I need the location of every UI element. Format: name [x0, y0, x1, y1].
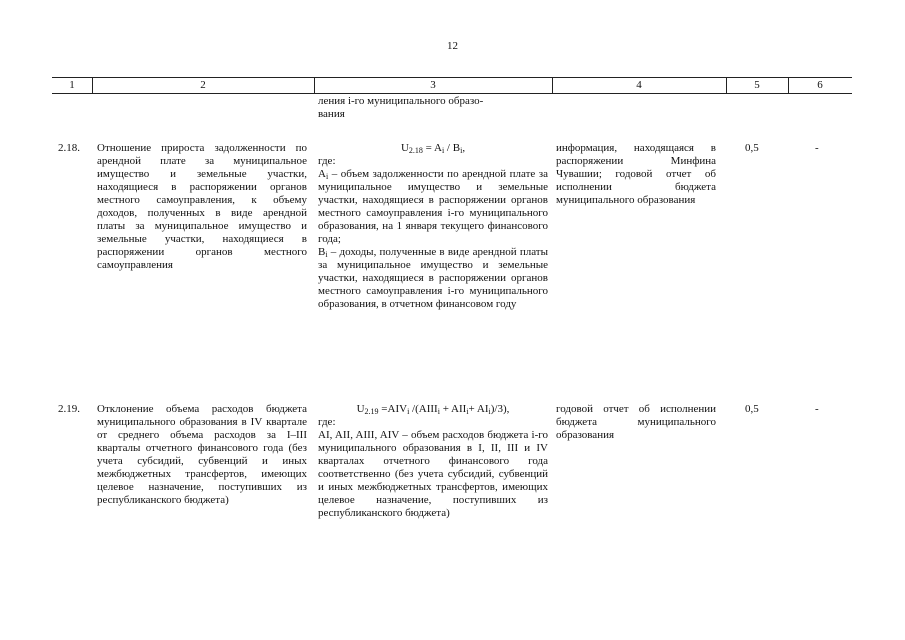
- col6-value: -: [815, 403, 819, 415]
- table-header-row: [52, 77, 852, 94]
- source-text: информация, находящаяся в распоряжении Минфина Чувашии; годовой отчет об исполнении бюджета муниципального образования: [556, 142, 716, 206]
- header-col-1: 1: [69, 79, 75, 91]
- source-text: годовой отчет об исполнении бюджета муниципального образования: [556, 403, 716, 441]
- indicator-text: Отклонение объема расходов бюджета муниципального образования в IV квартале от среднего объема расходов за I–III кварталы отчетного финансового года (без учета субсидий, субвенций и иных межбюджетных трансфертов, имеющих целевое назначение, поступивших из республиканского бюджета): [97, 403, 307, 506]
- formula: $U_{2.18} = A_i / B_i$,: [400, 142, 466, 155]
- where-label: где:: [318, 416, 336, 428]
- definition-text: AI, AII, AIII, AIV – объем расходов бюджета i-го муниципального образования в I, II, III и IV кварталах отчетного финансового года соответственно (без учета субсидий, субвенций и иных межбюджетных трансфертов, имеющих целевое назначение, поступивших из республиканского бюджета): [318, 429, 548, 519]
- formula-block: [318, 403, 548, 520]
- definition-a: $A_i$ – объем задолженности по арендной плате за муниципальное имущество и земельные участки, находящиеся в распоряжении органов местного самоуправления i-го муниципального образования, на 1 января текущего финансового года;: [318, 168, 548, 245]
- col6-value: -: [815, 142, 819, 154]
- continued-text: [318, 95, 548, 121]
- header-col-3: 3: [430, 79, 436, 91]
- header-col-6: 6: [817, 79, 823, 91]
- row-number: 2.19.: [58, 403, 80, 415]
- header-col-2: 2: [200, 79, 206, 91]
- continued-line: вания: [318, 108, 345, 120]
- formula: $U_{2.19} =AIV_i$ $/(AIII_i + AII_i+ AI_i)/3$),: [356, 403, 510, 416]
- definition-b: $B_i$ – доходы, полученные в виде арендной платы за муниципальное имущество и земельные участки, находящиеся в распоряжении органов местного самоуправления i-го муниципального образования, в отчетном финансовом году: [318, 246, 548, 310]
- header-col-4: 4: [636, 79, 642, 91]
- weight-value: 0,5: [745, 403, 759, 415]
- formula-block: [318, 142, 548, 311]
- row-number: 2.18.: [58, 142, 80, 154]
- where-label: где:: [318, 155, 336, 167]
- indicator-text: Отношение прироста задолженности по арендной плате за муниципальное имущество и земельные участки, находящиеся в распоряжении органов местного самоуправления, к объему доходов, полученных в виде арендной платы за муниципальное имущество и земельные участки, находящиеся в распоряжении органов местного самоуправления: [97, 142, 307, 271]
- continued-line: ления i-го муниципального образо-: [318, 95, 484, 107]
- weight-value: 0,5: [745, 142, 759, 154]
- page-number: 12: [447, 40, 458, 52]
- header-col-5: 5: [754, 79, 760, 91]
